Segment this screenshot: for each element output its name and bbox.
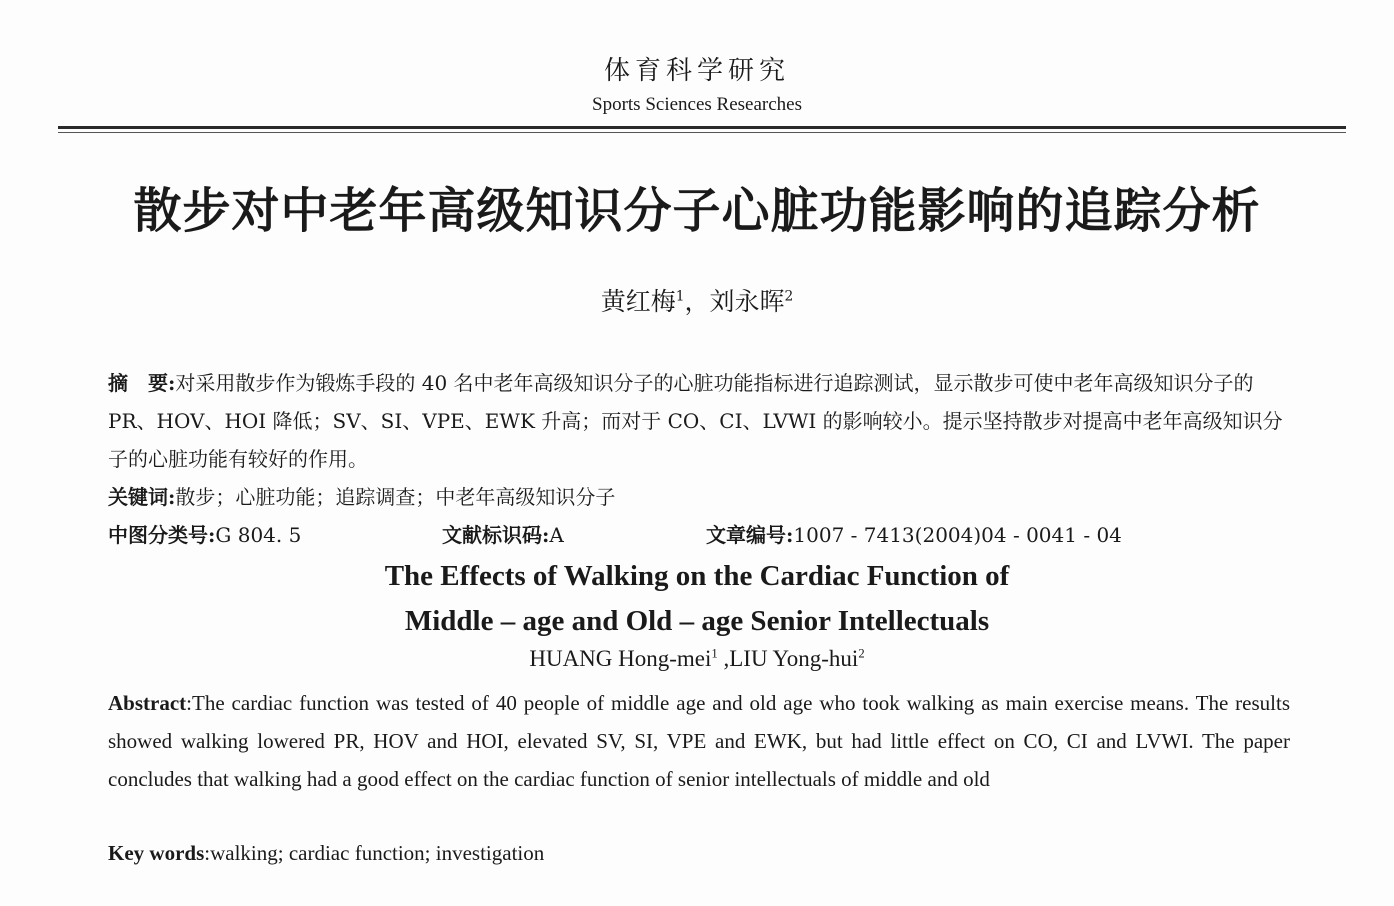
keywords-en [108, 834, 544, 872]
author-1-affiliation-en: 1 [711, 646, 718, 661]
keywords-cn [108, 478, 1298, 516]
abstract-en-label: Abstract [108, 691, 187, 715]
author-2-en: LIU Yong-hui [729, 646, 859, 671]
author-2-affiliation-cn: 2 [784, 288, 794, 305]
authors-cn [0, 282, 1394, 318]
clc-value: G 804. 5 [215, 523, 302, 547]
journal-title-cn: 体育科学研究 [603, 56, 790, 86]
keywords-en-label: Key words [108, 841, 205, 865]
document-code [442, 516, 564, 554]
keywords-en-text: walking; cardiac function; investigation [210, 841, 545, 865]
article-title-cn: 散步对中老年高级知识分子心脏功能影响的追踪分析 [133, 183, 1261, 239]
document-code-value: A [549, 523, 564, 547]
author-2-cn: 刘永晖 [709, 287, 785, 316]
clc-label: 中图分类号: [108, 523, 216, 547]
author-1-affiliation-cn: 1 [675, 288, 685, 305]
abstract-cn-label: 摘 要: [108, 371, 176, 395]
keywords-cn-text: 散步；心脏功能；追踪调查；中老年高级知识分子 [175, 485, 616, 509]
header-rule-thin [58, 132, 1346, 133]
article-title-en [0, 554, 1394, 644]
abstract-cn-text: 对采用散步作为锻炼手段的 40 名中老年高级知识分子的心脏功能指标进行追踪测试，显示散步可使中老年高级知识分子的 PR、HOV、HOI 降低；SV、SI、VPE、EWK 升高；而对于 CO、CI、LVWI 的影响较小。提示坚持散步对提高中老年高级知识分子的心脏功能有较好的作用。 [108, 371, 1283, 471]
abstract-en [108, 684, 1290, 798]
journal-title-en: Sports Sciences Researches [592, 94, 802, 115]
keywords-en-colon: : [204, 841, 211, 865]
abstract-cn [108, 364, 1298, 478]
keywords-cn-label: 关键词: [108, 485, 176, 509]
article-title-en-line2: Middle – age and Old – age Senior Intellectuals [404, 605, 990, 637]
clc-number [108, 523, 301, 547]
author-2-affiliation-en: 2 [858, 646, 865, 661]
author-separator-en: , [717, 646, 730, 671]
article-number [706, 516, 1122, 554]
article-number-label: 文章编号: [706, 523, 794, 547]
authors-en [0, 646, 1394, 672]
author-1-en: HUANG Hong-mei [529, 646, 712, 671]
classification-row [108, 516, 1122, 554]
header-rule-thick [58, 126, 1346, 129]
article-title-en-line1: The Effects of Walking on the Cardiac Function of [384, 560, 1010, 592]
article-number-value: 1007 - 7413(2004)04 - 0041 - 04 [793, 523, 1122, 547]
author-separator-cn: ， [684, 287, 710, 316]
abstract-en-colon: : [186, 691, 192, 715]
document-code-label: 文献标识码: [442, 523, 550, 547]
author-1-cn: 黄红梅 [600, 287, 676, 316]
abstract-en-text: The cardiac function was tested of 40 people of middle age and old age who took walking as main exercise means. The results showed walking lowered PR, HOV and HOI, elevated SV, SI, VPE and EWK, but had little effect on CO, CI and LVWI. The paper concludes that walking had a good effect on the cardiac function of senior intellectuals of middle and old [108, 691, 1290, 791]
